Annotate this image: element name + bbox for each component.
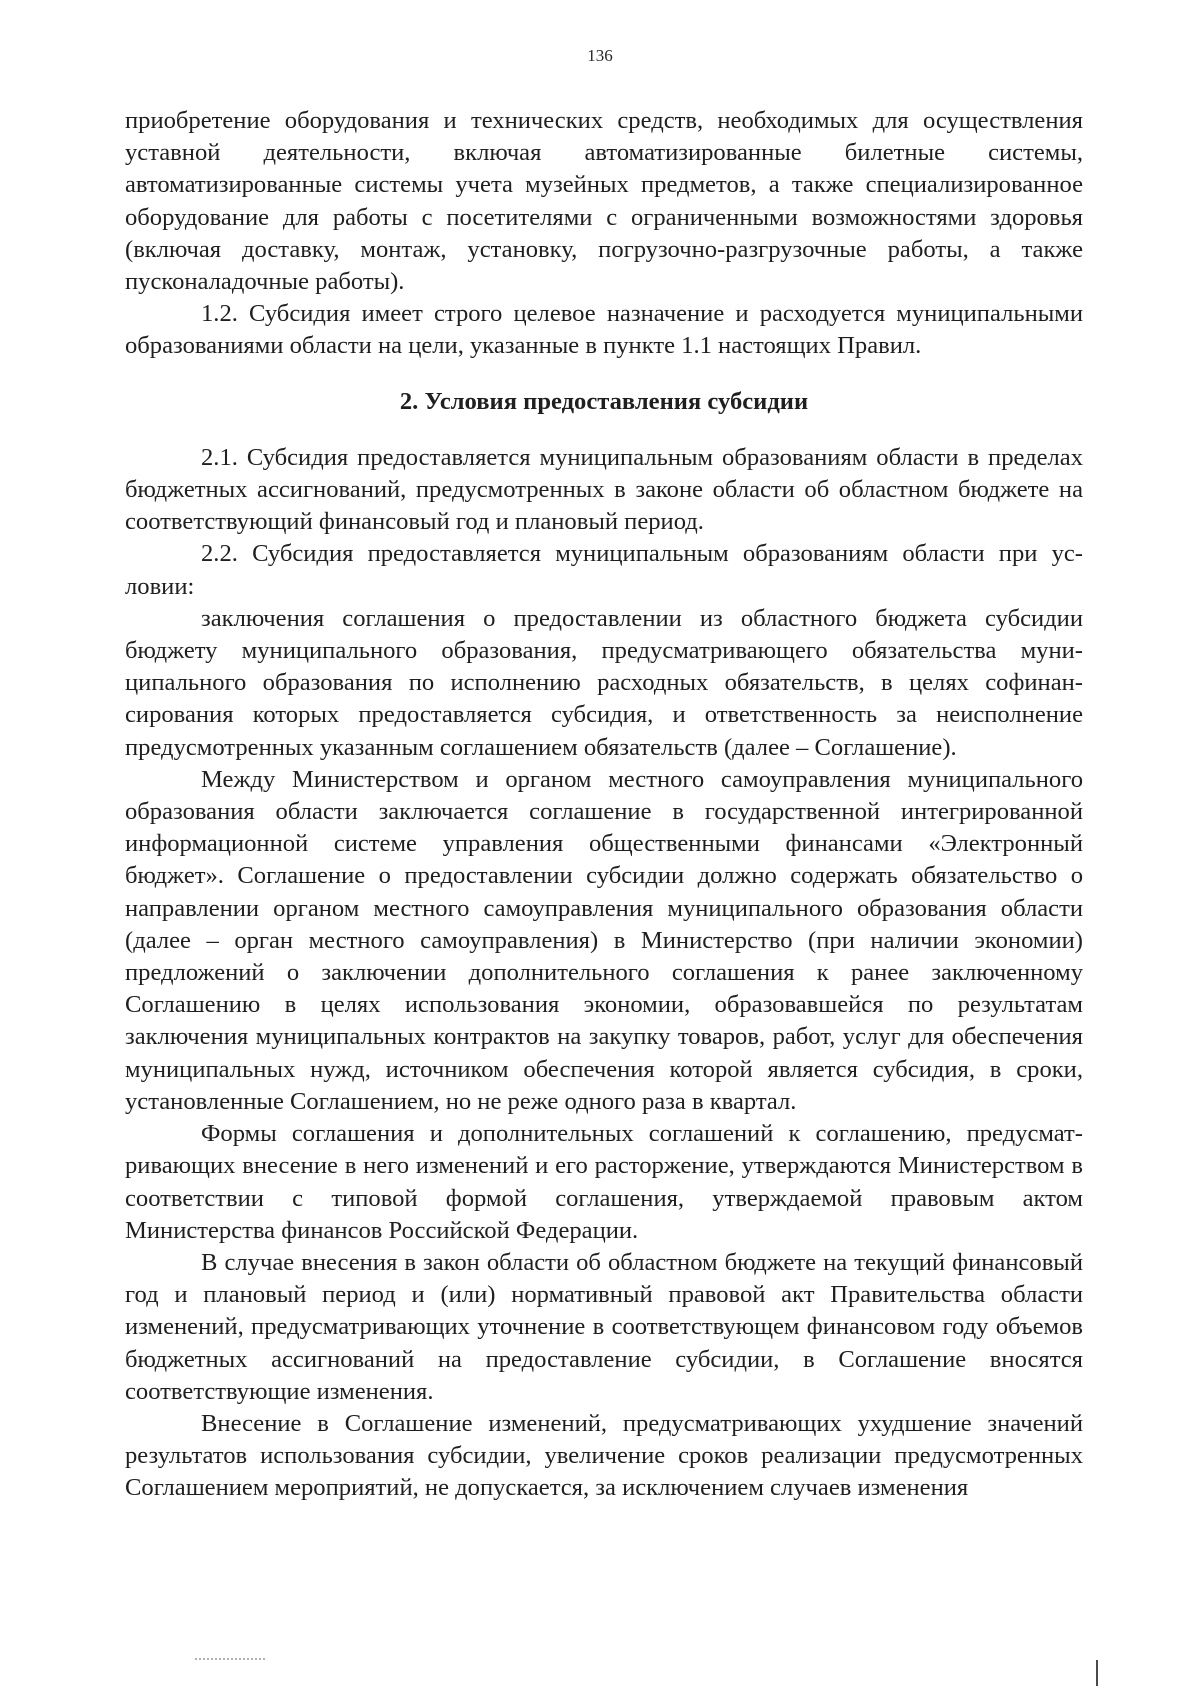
paragraph-2-1: 2.1. Субсидия предоставляется муниципальным образованиям области в пределах бюджетных ассигнований, предусмотренных в законе области об областном бюджете на соответствующий финансовый год и плановый период. [125,443,1083,536]
scan-edge-mark [1096,1660,1098,1686]
paragraph-amendments: Внесение в Соглашение изменений, предусматривающих ухудшение значений результатов использования субсидии, увеличение сроков реализации предусмотренных Соглашением мероприятий, не допускается, за исключением случаев изменения [125,1409,1083,1502]
section-heading: 2. Условия предоставления субсидии [399,387,809,415]
paragraph-2-2: 2.2. Субсидия предоставляется муниципальным образованиям области при условии: [125,540,1083,600]
paragraph-equipment-list: приобретение оборудования и технических средств, необходимых для осуществления уставной деятельности, включая автоматизированные билетные системы, автоматизированные системы учета музейных предметов, а также специализированное оборудование для работы с посетителями с ограниченными возможностями здоровья (включая доставку, монтаж, установку, погрузочно-разгрузочные работы, а также пусконаладочные работы). [125,107,1083,296]
paragraph-electronic-budget: Между Министерством и органом местного самоуправления муниципального образования области заключается соглашение в государственной интегрированной информационной системе управления общественными финансами «Электронный бюджет». Соглашение о предоставлении субсидии должно содержать обязательство о направлении органом местного самоуправления муниципального образования области (далее – орган местного самоуправления) в Министерство (при наличии экономии) предложений о заключении дополнительного соглашения к ранее заключенному Соглашению в целях использования экономии, образовавшейся по результатам заключения муниципальных контрактов на закупку товаров, работ, услуг для обеспечения муниципальных нужд, источником обеспечения которой является субсидия, в сроки, установленные Соглашением, но не реже одного раза в квартал. [125,765,1083,1115]
page-number: 136 [587,46,613,65]
scan-artifact [195,1658,265,1662]
document-body [125,105,1083,1505]
paragraph-agreement-forms: Формы соглашения и дополнительных соглашений к соглашению, предусматривающих внесение в него изменений и его расторжение, утверждаются Министерством в соответствии с типовой формой соглашения, утверждаемой правовым актом Министерства финансов Российской Федерации. [125,1120,1083,1244]
paragraph-budget-changes: В случае внесения в закон области об областном бюджете на текущий финансовый год и плановый период и (или) нормативный правовой акт Правительства области изменений, предусматривающих уточнение в соответствующем финансовом году объемов бюджетных ассигнований на предоставление субсидии, в Соглашение вносятся соответствующие изменения. [125,1248,1083,1405]
paragraph-1-2: 1.2. Субсидия имеет строго целевое назначение и расходуется муниципальными образованиями области на цели, указанные в пункте 1.1 настоящих Правил. [125,300,1083,360]
paragraph-agreement-condition: заключения соглашения о предоставлении из областного бюджета субсидии бюджету муниципального образования, предусматривающего обязательства муниципального образования по исполнению расходных обязательств, в целях софинансирования которых предоставляется субсидия, и ответственность за неисполнение предусмотренных указанным соглашением обязательств (далее – Соглашение). [125,604,1083,761]
